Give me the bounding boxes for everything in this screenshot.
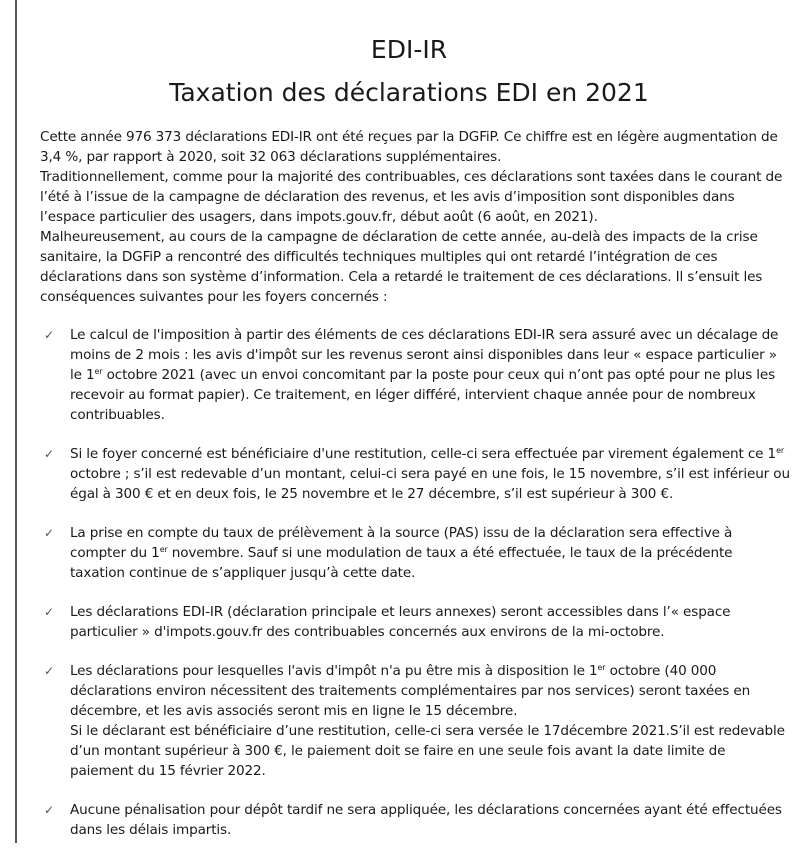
list-item: [40, 602, 790, 642]
list-item-text: Aucune pénalisation pour dépôt tardif ne sera appliquée, les déclarations concernées ayant été effectuées dans les délais impartis.: [70, 802, 782, 838]
checkmark-icon: ✓: [44, 526, 54, 540]
list-item-text: Si le foyer concerné est bénéficiaire d'une restitution, celle-ci sera effectuée par virement également ce 1er octobre ; s’il est redevable d’un montant, celui-ci sera payé en une fois, le 15 novembre, s’il est inférieur ou égal à 300 € et en deux fois, le 25 novembre et le 27 décembre, s’il est supérieur à 300 €.: [70, 446, 790, 502]
list-item: [40, 444, 790, 504]
checkmark-icon: ✓: [44, 328, 54, 342]
intro-paragraph: Cette année 976 373 déclarations EDI-IR ont été reçues par la DGFiP. Ce chiffre est en légère augmentation de 3,4 %, par rapport à 2020, soit 32 063 déclarations supplémentaires.: [40, 129, 778, 165]
list-item-text: Les déclarations pour lesquelles l'avis d'impôt n'a pu être mis à disposition le 1er octobre (40 000 déclarations environ nécessitent des traitements complémentaires par nos services) seront taxées en décembre, et les avis associés seront mis en ligne le 15 décembre.: [70, 663, 751, 719]
list-item-text: Les déclarations EDI-IR (déclaration principale et leurs annexes) seront accessibles dans l’« espace particulier » d'impots.gouv.fr des contribuables concernés aux environs de la mi-octobre.: [70, 604, 731, 640]
checkmark-icon: ✓: [44, 605, 54, 619]
left-margin-rule: [15, 0, 17, 843]
list-item: [40, 325, 790, 425]
list-item: [40, 523, 790, 583]
list-item-text: Le calcul de l'imposition à partir des éléments de ces déclarations EDI-IR sera assuré avec un décalage de moins de 2 mois : les avis d'impôt sur les revenus seront ainsi disponibles dans leur « espace particulier » le 1er octobre 2021 (avec un envoi concomitant par la poste pour ceux qui n’ont pas opté pour ne plus les recevoir au format papier). Ce traitement, en léger différé, intervient chaque année pour de nombreux contribuables.: [70, 327, 779, 423]
intro-text: [40, 127, 790, 307]
checkmark-icon: ✓: [44, 664, 54, 678]
checkmark-icon: ✓: [44, 803, 54, 817]
list-item: [40, 800, 790, 840]
consequences-list: [40, 325, 798, 859]
list-item: [40, 661, 790, 781]
document-title: EDI-IR: [370, 34, 448, 64]
list-item-text: La prise en compte du taux de prélèvement à la source (PAS) issu de la déclaration sera effective à compter du 1er novembre. Sauf si une modulation de taux a été effectuée, le taux de la précédente taxation continue de s’appliquer jusqu’à cette date.: [70, 525, 733, 581]
intro-paragraph: Malheureusement, au cours de la campagne de déclaration de cette année, au-delà des impacts de la crise sanitaire, la DGFiP a rencontré des difficultés techniques multiples qui ont retardé l’intégration de ces déclarations dans son système d’information. Cela a retardé le traitement de ces déclarations. Il s’ensuit les conséquences suivantes pour les foyers concernés :: [40, 229, 763, 305]
checkmark-icon: ✓: [44, 447, 54, 461]
document-subtitle: Taxation des déclarations EDI en 2021: [169, 77, 649, 107]
intro-paragraph: Traditionnellement, comme pour la majorité des contribuables, ces déclarations sont taxées dans le courant de l’été à l’issue de la campagne de déclaration des revenus, et les avis d’imposition sont disponibles dans l’espace particulier des usagers, dans impots.gouv.fr, début août (6 août, en 2021).: [40, 169, 783, 225]
list-item-text: Si le déclarant est bénéficiaire d’une restitution, celle-ci sera versée le 17décembre 2021.S’il est redevable d’un montant supérieur à 300 €, le paiement doit se faire en une seule fois avant la date limite de paiement du 15 février 2022.: [70, 723, 785, 779]
